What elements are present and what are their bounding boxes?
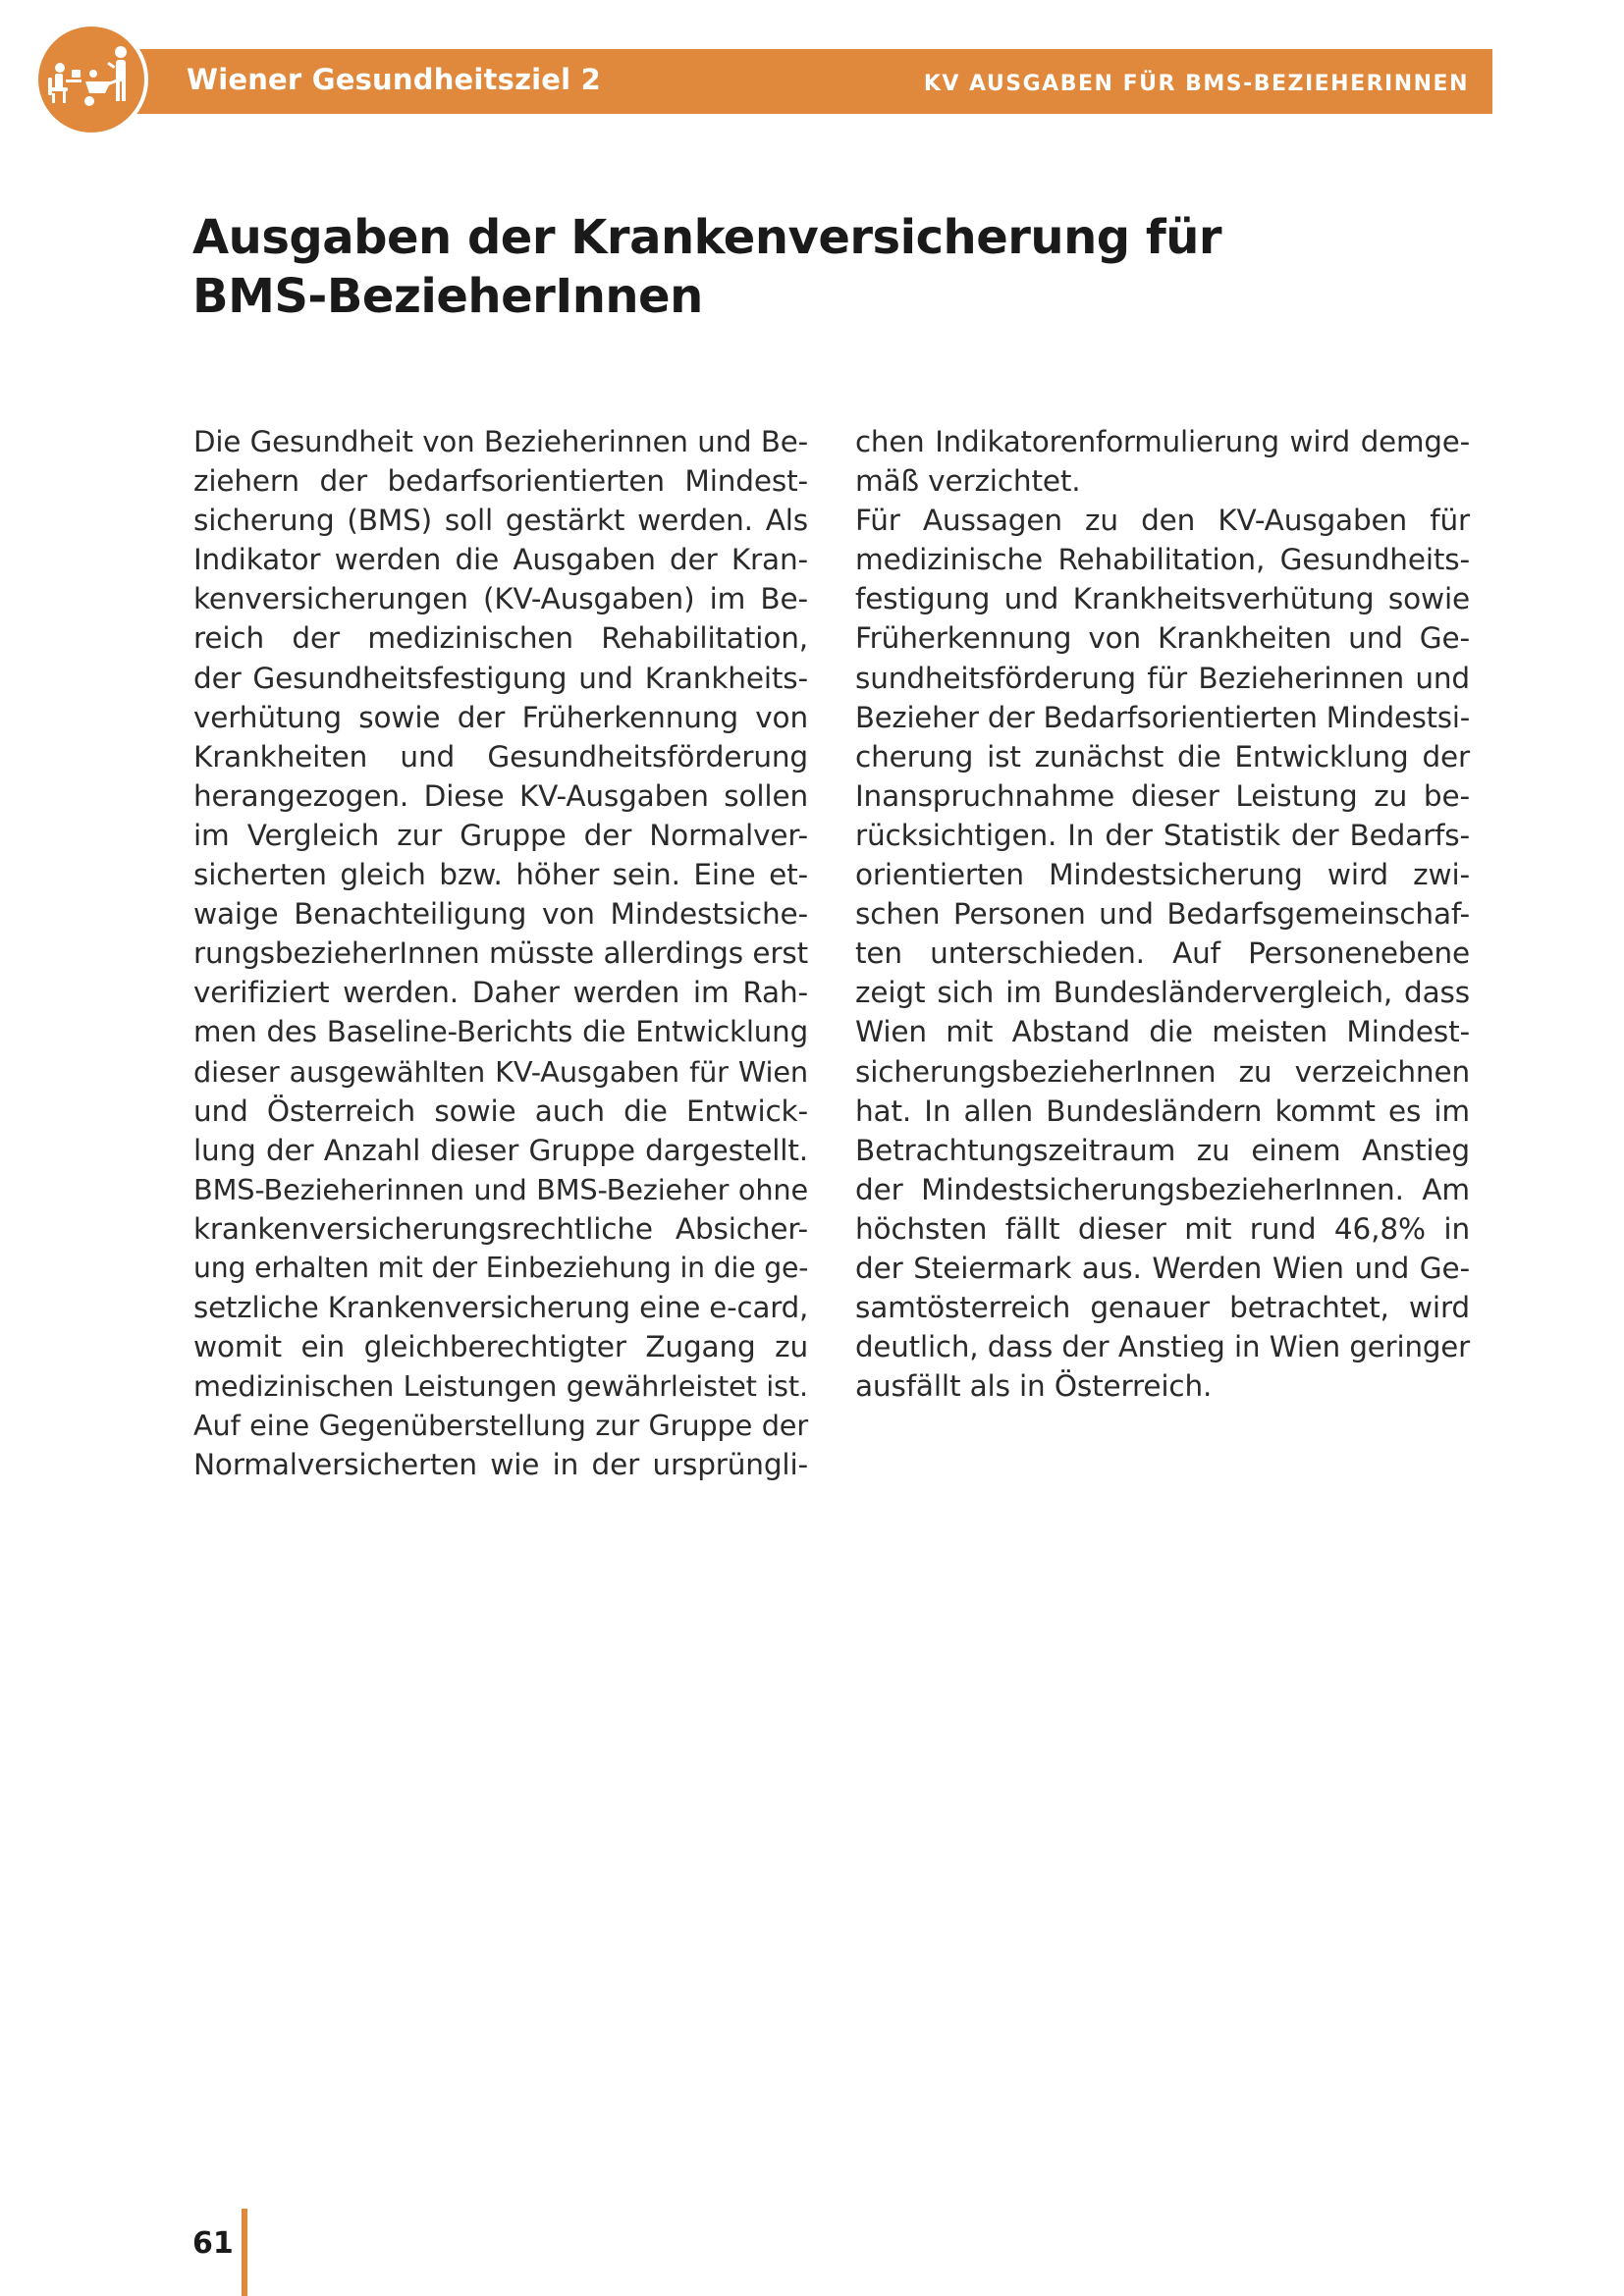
page-title-line-1: Ausgaben der Krankenversicherung für bbox=[192, 210, 1222, 265]
body-line: ten unterschieden. Auf Personenebene bbox=[855, 936, 1470, 971]
body-line: Die Gesundheit von Bezieherinnen und Be- bbox=[193, 425, 808, 458]
body-line: der MindestsicherungsbezieherInnen. Am bbox=[855, 1172, 1470, 1206]
body-line: orientierten Mindestsicherung wird zwi- bbox=[855, 858, 1470, 892]
body-line: sicherung (BMS) soll gestärkt werden. Als bbox=[193, 504, 808, 538]
body-line: reich der medizinischen Rehabilitation, bbox=[193, 621, 808, 656]
body-line: men des Baseline-Berichts die Entwicklung bbox=[193, 1015, 808, 1049]
body-line: dieser ausgewählten KV-Ausgaben für Wien bbox=[193, 1054, 808, 1089]
body-line: lung der Anzahl dieser Gruppe dargestellt. bbox=[193, 1133, 808, 1167]
body-line: setzliche Krankenversicherung eine e-card, bbox=[193, 1291, 809, 1325]
body-line: höchsten fällt dieser mit rund 46,8% in bbox=[855, 1211, 1470, 1246]
body-line: festigung und Krankheitsverhütung sowie bbox=[855, 582, 1470, 616]
goal-logo bbox=[34, 23, 148, 136]
people-wheelbarrow-icon bbox=[38, 27, 144, 133]
body-line: krankenversicherungsrechtliche Absicher- bbox=[193, 1211, 808, 1246]
body-line: rücksichtigen. In der Statistik der Bedarfs- bbox=[855, 818, 1470, 852]
body-line: cherung ist zunächst die Entwicklung der bbox=[855, 739, 1470, 774]
body-column-right bbox=[855, 422, 1470, 1406]
body-line: Wien mit Abstand die meisten Mindest- bbox=[855, 1015, 1470, 1049]
body-line: Früherkennung von Krankheiten und Ge- bbox=[855, 621, 1470, 656]
body-line: sicherungsbezieherInnen zu verzeichnen bbox=[855, 1054, 1470, 1089]
page-title bbox=[192, 208, 1272, 326]
body-line: und Österreich sowie auch die Entwick- bbox=[193, 1094, 808, 1128]
body-line: sicherten gleich bzw. höher sein. Eine et- bbox=[193, 858, 808, 892]
body-line: waige Benachteiligung von Mindestsiche- bbox=[193, 897, 808, 932]
body-line: Betrachtungszeitraum zu einem Anstieg bbox=[855, 1133, 1470, 1167]
body-line: herangezogen. Diese KV-Ausgaben sollen bbox=[193, 778, 808, 813]
body-line: kenversicherungen (KV-Ausgaben) im Be- bbox=[193, 582, 808, 616]
body-line: BMS-Bezieherinnen und BMS-Bezieher ohne bbox=[193, 1172, 808, 1206]
body-line: womit ein gleichberechtigter Zugang zu bbox=[193, 1330, 808, 1364]
body-line: Normalversicherten wie in der ursprüngli- bbox=[193, 1448, 808, 1482]
body-line: im Vergleich zur Gruppe der Normalver- bbox=[193, 818, 808, 852]
body-line: Für Aussagen zu den KV-Ausgaben für bbox=[855, 504, 1470, 538]
footer-rule bbox=[242, 2209, 247, 2296]
body-line: ung erhalten mit der Einbeziehung in die ge- bbox=[193, 1251, 809, 1284]
body-line: samtösterreich genauer betrachtet, wird bbox=[855, 1291, 1470, 1325]
body-line: verhütung sowie der Früherkennung von bbox=[193, 700, 808, 734]
body-line: Inanspruchnahme dieser Leistung zu be- bbox=[855, 778, 1470, 813]
header-running-title: KV AUSGABEN FÜR BMS-BEZIEHERINNEN bbox=[923, 72, 1469, 96]
body-line: verifiziert werden. Daher werden im Rah- bbox=[193, 976, 808, 1010]
page-title-line-2: BMS-BezieherInnen bbox=[192, 269, 703, 324]
body-line: Krankheiten und Gesundheitsförderung bbox=[193, 739, 808, 774]
body-line: ausfällt als in Österreich. bbox=[855, 1369, 1213, 1404]
body-line: zeigt sich im Bundesländervergleich, dass bbox=[855, 976, 1470, 1010]
body-line: Bezieher der Bedarfsorientierten Mindestsi- bbox=[855, 700, 1471, 734]
body-line: mäß verzichtet. bbox=[855, 464, 1081, 499]
body-line: der Gesundheitsfestigung und Krankheits- bbox=[193, 661, 808, 695]
header-section-title: Wiener Gesundheitsziel 2 bbox=[187, 63, 601, 96]
body-line: medizinische Rehabilitation, Gesundheits- bbox=[855, 543, 1470, 577]
body-column-left bbox=[193, 422, 808, 1485]
body-line: hat. In allen Bundesländern kommt es im bbox=[855, 1094, 1470, 1128]
body-line: ziehern der bedarfsorientierten Mindest- bbox=[193, 464, 808, 499]
body-line: medizinischen Leistungen gewährleistet ist. bbox=[193, 1369, 808, 1404]
body-line: sundheitsförderung für Bezieherinnen und bbox=[855, 661, 1470, 695]
body-line: Indikator werden die Ausgaben der Kran- bbox=[193, 543, 808, 577]
body-line: deutlich, dass der Anstieg in Wien geringer bbox=[855, 1330, 1470, 1364]
body-line: rungsbezieherInnen müsste allerdings erst bbox=[193, 936, 808, 971]
body-line: chen Indikatorenformulierung wird demge- bbox=[855, 425, 1470, 458]
page-number: 61 bbox=[192, 2226, 234, 2261]
body-line: der Steiermark aus. Werden Wien und Ge- bbox=[855, 1251, 1470, 1285]
body-line: Auf eine Gegenüberstellung zur Gruppe der bbox=[193, 1409, 808, 1443]
body-line: schen Personen und Bedarfsgemeinschaf- bbox=[855, 897, 1470, 932]
